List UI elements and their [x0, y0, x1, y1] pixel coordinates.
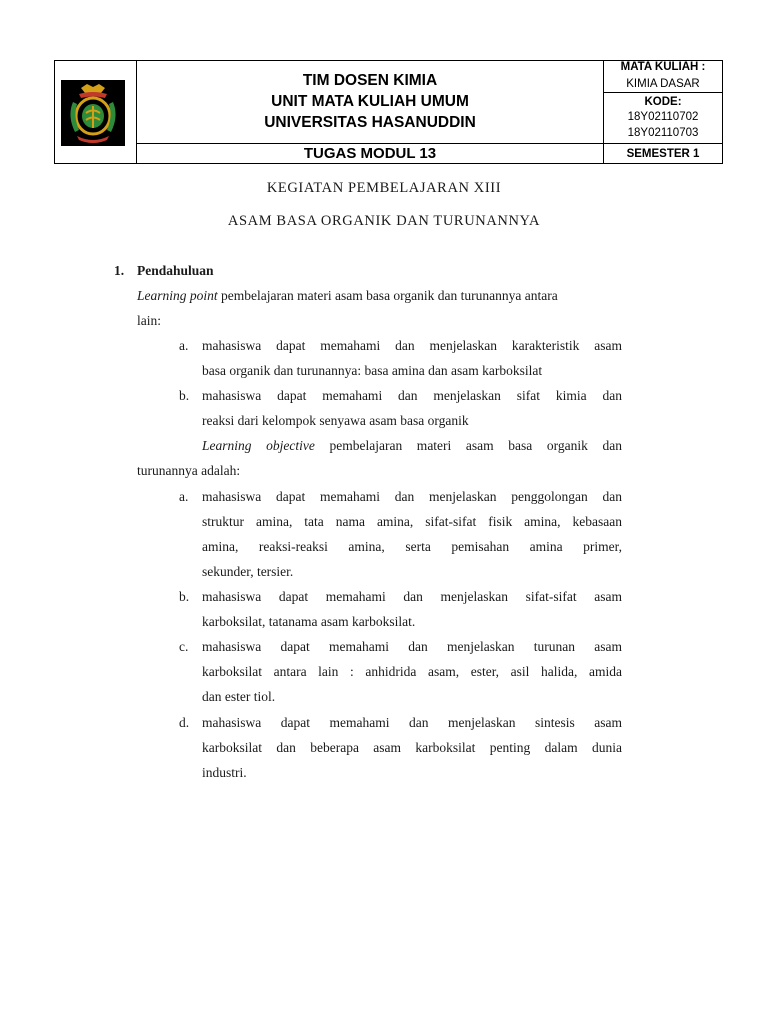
learning-objective-text: pembelajaran materi asam basa organik dan [314, 438, 622, 453]
list-item-line: karboksilat antara lain : anhidrida asam, ester, asil halida, amida [202, 664, 622, 679]
list-item-line: mahasiswa dapat memahami dan menjelaskan karakteristik asam [202, 338, 622, 353]
activity-title: KEGIATAN PEMBELAJARAN XIII [266, 180, 502, 196]
list-label: a. [179, 338, 189, 353]
list-item-line: dan ester tiol. [202, 689, 276, 704]
learning-point-term: Learning point [137, 288, 218, 303]
learning-point-intro-cont: lain: [137, 313, 161, 328]
semester-label: SEMESTER 1 [626, 148, 700, 160]
list-item-line: industri. [202, 765, 247, 780]
topic-title: ASAM BASA ORGANIK DAN TURUNANNYA [227, 213, 541, 229]
list-item-line: karboksilat dan beberapa asam karboksilat penting dalam dunia [202, 740, 622, 755]
section-number: 1. [114, 263, 125, 278]
list-item-line: mahasiswa dapat memahami dan menjelaskan penggolongan dan [202, 489, 622, 504]
list-label: c. [179, 639, 189, 654]
header-title-line: UNIVERSITAS HASANUDDIN [264, 114, 476, 131]
header-divider [603, 92, 722, 93]
list-item-line: mahasiswa dapat memahami dan menjelaskan sifat-sifat asam [202, 589, 622, 604]
header-title-line: UNIT MATA KULIAH UMUM [271, 93, 469, 110]
learning-point-text: pembelajaran materi asam basa organik dan turunannya antara [217, 288, 558, 303]
course-code: 18Y02110703 [627, 127, 699, 139]
list-item-line: mahasiswa dapat memahami dan menjelaskan sintesis asam [202, 715, 622, 730]
list-label: b. [179, 589, 190, 604]
section-title: Pendahuluan [137, 263, 214, 278]
course-name: KIMIA DASAR [626, 78, 700, 90]
document-header [54, 60, 723, 164]
list-item-line: mahasiswa dapat memahami dan menjelaskan sifat kimia dan [202, 388, 622, 403]
module-title: TUGAS MODUL 13 [303, 145, 437, 162]
header-title [137, 70, 603, 133]
course-label: MATA KULIAH : [620, 61, 706, 73]
list-item-line: amina, reaksi-reaksi amina, serta pemisahan amina primer, [202, 539, 622, 554]
list-label: a. [179, 489, 189, 504]
list-label: b. [179, 388, 190, 403]
university-emblem-icon [61, 80, 125, 146]
list-item-line: struktur amina, tata nama amina, sifat-sifat fisik amina, kebasaan [202, 514, 622, 529]
list-item-line: karboksilat, tatanama asam karboksilat. [202, 614, 416, 629]
learning-objective-intro [202, 438, 622, 454]
header-divider [136, 143, 722, 144]
learning-objective-term: Learning objective [202, 438, 315, 453]
list-item-line: basa organik dan turunannya: basa amina dan asam karboksilat [202, 363, 543, 378]
list-label: d. [179, 715, 190, 730]
learning-objective-intro-cont: turunannya adalah: [137, 463, 241, 478]
list-item-line: reaksi dari kelompok senyawa asam basa organik [202, 413, 469, 428]
list-item-line: sekunder, tersier. [202, 564, 294, 579]
header-title-line: TIM DOSEN KIMIA [302, 72, 438, 89]
code-label: KODE: [644, 96, 682, 108]
course-code: 18Y02110702 [627, 111, 699, 123]
list-item-line: mahasiswa dapat memahami dan menjelaskan turunan asam [202, 639, 622, 654]
learning-point-intro [137, 288, 622, 304]
